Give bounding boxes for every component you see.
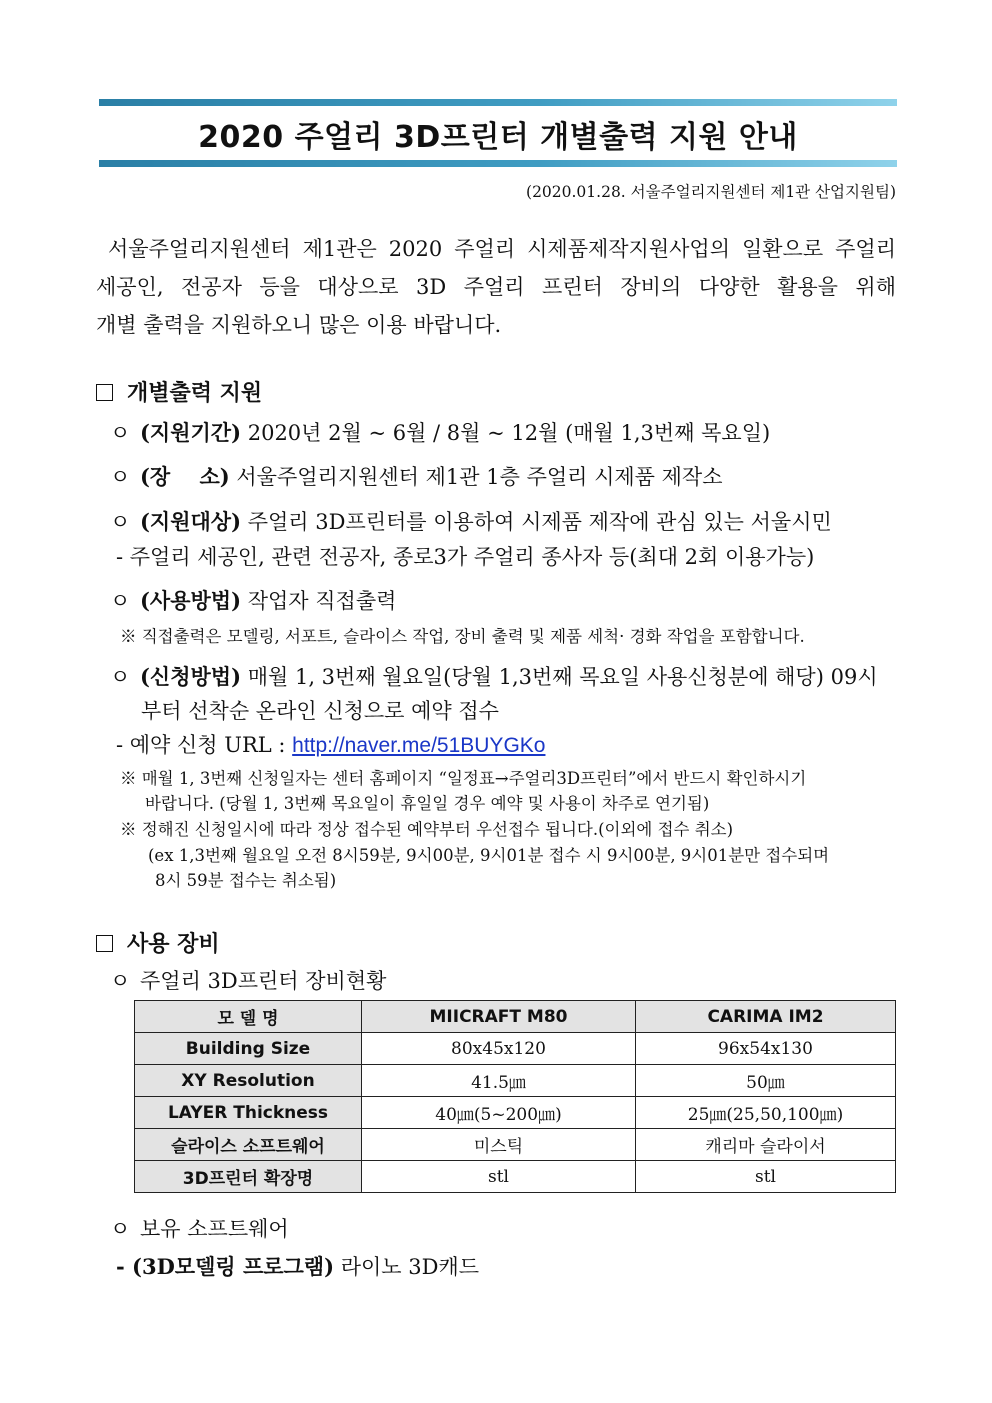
table-cell: 25㎛(25,50,100㎛) <box>636 1097 896 1129</box>
bullet-circle-icon: ㅇ <box>110 465 131 489</box>
support-target-sub: - 주얼리 세공인, 관련 전공자, 종로3가 주얼리 종사자 등(최대 2회 이용가능) <box>116 545 815 569</box>
apply-note: ※ 정해진 신청일시에 따라 정상 접수된 예약부터 우선접수 됩니다.(이외에 접수 취소) <box>120 820 734 839</box>
apply-method-item <box>110 661 878 691</box>
bullet-circle-icon: ㅇ <box>110 589 131 613</box>
table-cell: stl <box>636 1161 896 1193</box>
table-row <box>135 1097 896 1129</box>
table-cell: 40㎛(5~200㎛) <box>362 1097 636 1129</box>
bullet-circle-icon: ㅇ <box>110 510 131 534</box>
bullet-circle-icon: ㅇ <box>110 969 131 993</box>
table-header-cell: 모 델 명 <box>135 1001 362 1033</box>
checkbox-square-icon <box>96 935 113 952</box>
intro-paragraph <box>96 230 896 344</box>
table-row <box>135 1033 896 1065</box>
table-row <box>135 1161 896 1193</box>
apply-note: 바랍니다. (당월 1, 3번째 목요일이 휴일일 경우 예약 및 사용이 차주로 연기됨) <box>145 794 710 813</box>
usage-method-item <box>110 585 396 615</box>
intro-line: 세공인, 전공자 등을 대상으로 3D 주얼리 프린터 장비의 다양한 활용을 위해 <box>96 275 896 299</box>
url-label: - 예약 신청 URL : <box>116 733 293 757</box>
equipment-table <box>134 1000 896 1193</box>
equipment-heading <box>110 965 386 995</box>
table-cell: 96x54x130 <box>636 1033 896 1065</box>
section-title: 사용 장비 <box>127 932 220 957</box>
intro-line: 서울주얼리지원센터 제1관은 2020 주얼리 시제품제작지원사업의 일환으로 주얼리 <box>108 237 896 261</box>
support-place-item <box>110 461 723 491</box>
item-value: 서울주얼리지원센터 제1관 1층 주얼리 시제품 제작소 <box>236 465 723 489</box>
table-row <box>135 1129 896 1161</box>
table-cell: 41.5㎛ <box>362 1065 636 1097</box>
apply-note: (ex 1,3번째 월요일 오전 8시59분, 9시00분, 9시01분 접수 시 9시00분, 9시01분만 접수되며 <box>148 846 830 865</box>
section-heading-support <box>96 376 262 407</box>
item-value: 2020년 2월 ~ 6월 / 8월 ~ 12월 (매월 1,3번째 목요일) <box>247 421 771 445</box>
item-value: 라이노 3D캐드 <box>340 1255 480 1279</box>
table-cell: 80x45x120 <box>362 1033 636 1065</box>
item-label: (장 소) <box>140 464 230 489</box>
support-target-item <box>110 506 832 536</box>
software-heading <box>110 1213 289 1243</box>
software-item <box>116 1251 479 1281</box>
item-label: (지원대상) <box>140 509 242 534</box>
apply-note: ※ 매월 1, 3번째 신청일자는 센터 홈페이지 “일정표→주얼리3D프린터”에서 반드시 확인하시기 <box>120 769 807 788</box>
table-row <box>135 1065 896 1097</box>
support-period-item <box>110 417 770 447</box>
section-title: 개별출력 지원 <box>127 381 263 406</box>
apply-note: 8시 59분 접수는 취소됨) <box>155 871 337 890</box>
row-label-cell: XY Resolution <box>135 1065 362 1097</box>
table-cell: stl <box>362 1161 636 1193</box>
date-line: (2020.01.28. 서울주얼리지원센터 제1관 산업지원팀) <box>526 183 896 201</box>
page-title: 2020 주얼리 3D프린터 개별출력 지원 안내 <box>198 120 798 155</box>
section-heading-equipment <box>96 927 220 958</box>
apply-method-line2: 부터 선착순 온라인 신청으로 예약 접수 <box>141 699 499 723</box>
row-label-cell: LAYER Thickness <box>135 1097 362 1129</box>
item-label: (사용방법) <box>140 588 242 613</box>
row-label-cell: Building Size <box>135 1033 362 1065</box>
item-value: 작업자 직접출력 <box>247 589 397 613</box>
title-bottom-rule <box>99 160 897 167</box>
item-value: 주얼리 3D프린터 장비현황 <box>140 969 387 993</box>
reservation-url-link[interactable]: http://naver.me/51BUYGKo <box>292 734 546 757</box>
table-header-row <box>135 1001 896 1033</box>
table-header-cell: MIICRAFT M80 <box>362 1001 636 1033</box>
usage-method-note: ※ 직접출력은 모델링, 서포트, 슬라이스 작업, 장비 출력 및 제품 세척· 경화 작업을 포함합니다. <box>120 627 805 646</box>
reservation-url-line <box>116 729 545 759</box>
table-header-cell: CARIMA IM2 <box>636 1001 896 1033</box>
table-cell: 미스틱 <box>362 1129 636 1161</box>
item-label: - (3D모델링 프로그램) <box>116 1254 335 1279</box>
item-value: 보유 소프트웨어 <box>140 1217 289 1241</box>
item-label: (지원기간) <box>140 420 242 445</box>
intro-line: 개별 출력을 지원하오니 많은 이용 바랍니다. <box>96 313 502 337</box>
bullet-circle-icon: ㅇ <box>110 1217 131 1241</box>
bullet-circle-icon: ㅇ <box>110 421 131 445</box>
row-label-cell: 슬라이스 소프트웨어 <box>135 1129 362 1161</box>
title-top-rule <box>99 99 897 106</box>
bullet-circle-icon: ㅇ <box>110 665 131 689</box>
table-cell: 50㎛ <box>636 1065 896 1097</box>
item-value: 매월 1, 3번째 월요일(당월 1,3번째 목요일 사용신청분에 해당) 09시 <box>247 665 878 689</box>
item-label: (신청방법) <box>140 664 242 689</box>
item-value: 주얼리 3D프린터를 이용하여 시제품 제작에 관심 있는 서울시민 <box>247 510 832 534</box>
table-cell: 캐리마 슬라이서 <box>636 1129 896 1161</box>
row-label-cell: 3D프린터 확장명 <box>135 1161 362 1193</box>
checkbox-square-icon <box>96 384 113 401</box>
